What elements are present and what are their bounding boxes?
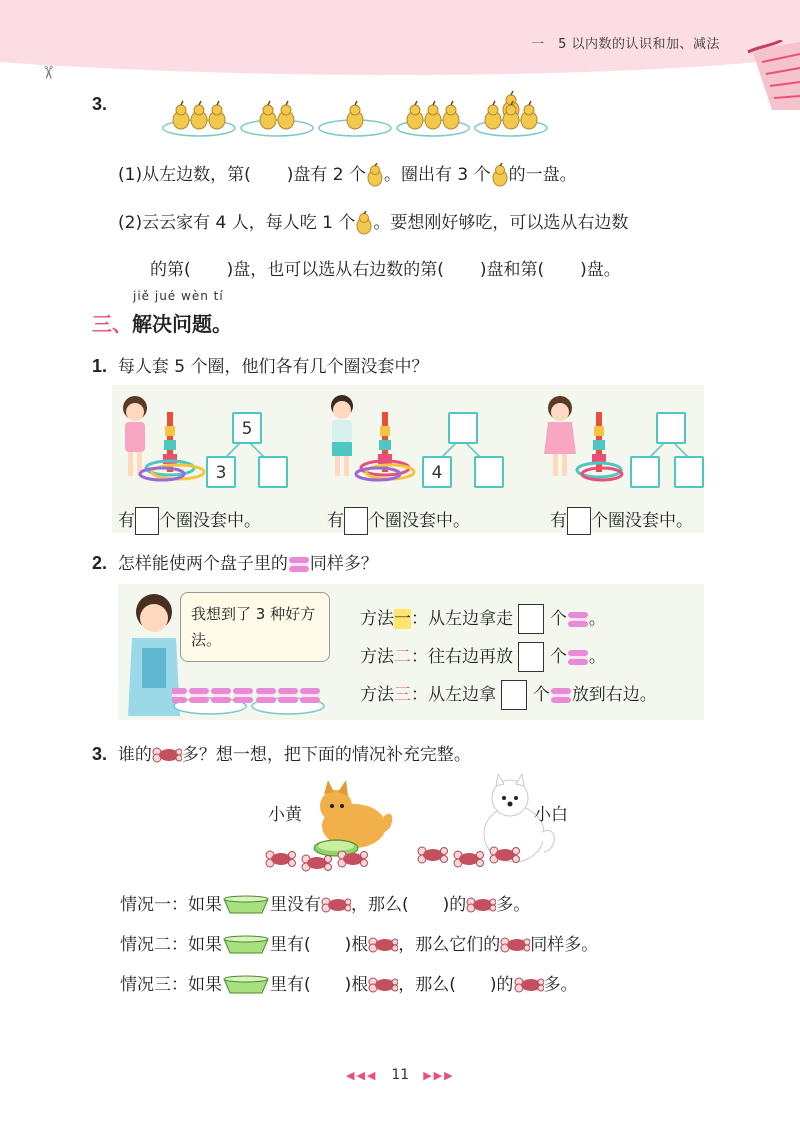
bone (418, 847, 448, 863)
bone (302, 855, 332, 871)
speech-bubble: 我想到了 3 种好方法。 (180, 592, 330, 662)
pear-plates (160, 90, 550, 140)
macaron-icon (567, 648, 589, 666)
answer-box[interactable] (344, 507, 368, 535)
bone-icon (368, 977, 398, 993)
macaron-icon (567, 610, 589, 628)
answer-box[interactable] (501, 680, 527, 710)
answer-box[interactable] (567, 507, 591, 535)
case-3: 情况三：如果 里有( )根 ，那么( )的 多。 (120, 975, 578, 995)
dog-bowl-icon (222, 895, 270, 915)
case-2: 情况二：如果 里有( )根 ，那么它们的 同样多。 (120, 935, 599, 955)
bone (338, 851, 368, 867)
macaron (211, 688, 231, 703)
bond-left-box: 4 (422, 456, 452, 488)
macaron-icon (288, 555, 310, 573)
pear-icon (355, 211, 373, 235)
section-heading: 三、解决问题。 (92, 312, 232, 336)
pear (209, 101, 225, 129)
question-number: 3. (92, 94, 108, 114)
bond-left-box[interactable] (630, 456, 660, 488)
bone (454, 851, 484, 867)
pear (425, 101, 441, 129)
dog-bowl-icon (222, 975, 270, 995)
pear-plate[interactable] (319, 101, 391, 136)
method-1: 方法一：从左边拿走 个 。 (360, 604, 606, 634)
macaron-icon (550, 686, 572, 704)
pear (407, 101, 423, 129)
macaron (189, 688, 209, 703)
case-1: 情况一：如果 里没有 ，那么( )的 多。 (120, 895, 531, 915)
dog-bowl-icon (222, 935, 270, 955)
bone (266, 851, 296, 867)
q3-line1: (1)从左边数，第( )盘有 2 个 。圈出有 3 个 的一盘。 (118, 165, 577, 185)
pear (278, 101, 294, 129)
bone-icon (321, 897, 351, 913)
pear (443, 101, 459, 129)
q3-line2: (2)云云家有 4 人，每人吃 1 个 。要想刚好够吃，可以选从右边数 (118, 213, 629, 233)
pear (485, 101, 501, 129)
macaron (172, 688, 187, 703)
problem-3-question: 3. 谁的 多？想一想，把下面的情况补充完整。 (92, 744, 471, 765)
dog-name-xiaobai: 小白 (534, 805, 568, 825)
bond-right-box[interactable] (674, 456, 704, 488)
answer-line: 有 个圈没套中。 (327, 506, 470, 535)
macaron-plate (172, 688, 253, 714)
bones-left (260, 846, 370, 874)
temple-roof-icon (742, 40, 800, 110)
pear (521, 101, 537, 129)
pear (191, 101, 207, 129)
bond-left-box: 3 (206, 456, 236, 488)
boy-figure (320, 388, 420, 493)
pear (347, 101, 363, 129)
q3-line3: 的第( )盘，也可以选从右边数的第( )盘和第( )盘。 (150, 260, 621, 280)
section-pinyin: jiě jué wèn tí (133, 289, 224, 303)
macaron (300, 688, 320, 703)
pear-icon (366, 163, 384, 187)
answer-box[interactable] (135, 507, 159, 535)
method-2: 方法二：往右边再放 个 。 (360, 642, 606, 672)
bond-right-box[interactable] (474, 456, 504, 488)
pear-plate[interactable] (241, 101, 313, 136)
bone-icon (152, 747, 182, 763)
bones-right (412, 842, 522, 870)
pear-plate[interactable] (475, 91, 547, 136)
answer-line: 有 个圈没套中。 (118, 506, 261, 535)
footer-left-arrows: ◀◀◀ (346, 1068, 378, 1082)
bond-top-box: 5 (232, 412, 262, 444)
answer-box[interactable] (518, 604, 544, 634)
macaron-plate (252, 688, 324, 714)
page-footer (346, 1067, 455, 1083)
answer-box[interactable] (518, 642, 544, 672)
pear (173, 101, 189, 129)
answer-line: 有 个圈没套中。 (550, 506, 693, 535)
macaron (233, 688, 253, 703)
footer-right-arrows: ▶▶▶ (423, 1068, 455, 1082)
pear-plate[interactable] (163, 101, 235, 136)
chapter-title: 一 5 以内数的认识和加、减法 (531, 37, 720, 52)
pear (260, 101, 276, 129)
bone-icon (514, 977, 544, 993)
bone-icon (466, 897, 496, 913)
bone-icon (368, 937, 398, 953)
bond-top-box[interactable] (656, 412, 686, 444)
bone-icon (500, 937, 530, 953)
dog-name-xiaohuang: 小黄 (268, 805, 302, 825)
problem-2-question: 2. 怎样能使两个盘子里的 同样多？ (92, 553, 378, 574)
scissors-icon: ✂ (37, 64, 59, 81)
page-number: 11 (391, 1067, 410, 1083)
bone (490, 847, 520, 863)
macaron-plates (172, 678, 332, 718)
problem-1-question: 1. 每人套 5 个圈，他们各有几个圈没套中？ (92, 356, 429, 377)
method-3: 方法三：从左边拿 个 放到右边。 (360, 680, 657, 710)
macaron (256, 688, 276, 703)
bond-right-box[interactable] (258, 456, 288, 488)
macaron (278, 688, 298, 703)
bond-top-box[interactable] (448, 412, 478, 444)
pear-plate[interactable] (397, 101, 469, 136)
pear-icon (491, 163, 509, 187)
